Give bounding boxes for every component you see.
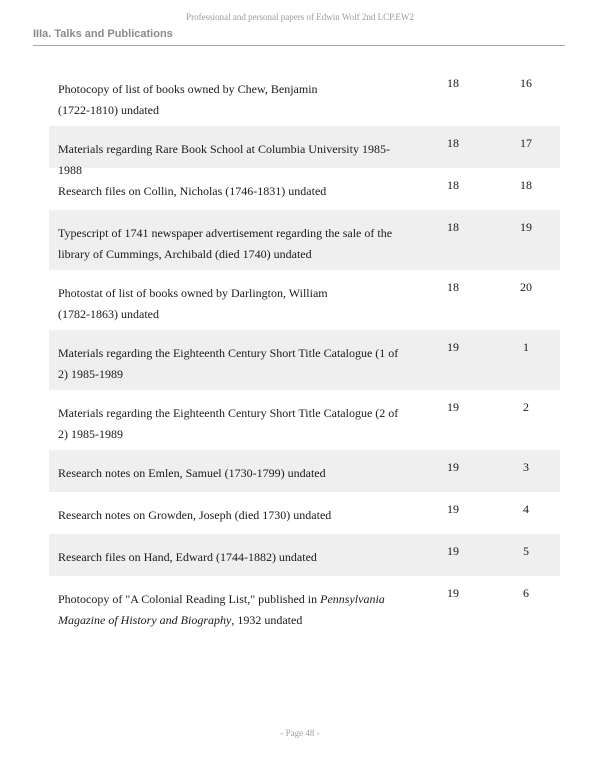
- item-description: [58, 505, 403, 526]
- box-number: 18: [447, 178, 459, 192]
- item-description: [58, 223, 403, 265]
- description-line-2: 2) 1985-1989: [58, 367, 123, 381]
- description-line-2-text: , 1932 undated: [231, 613, 303, 627]
- description-line-1: Materials regarding the Eighteenth Century Short Title Catalogue (2 of: [58, 406, 399, 420]
- description-line-1-text: Photocopy of "A Colonial Reading List," published in: [58, 592, 321, 606]
- header-rule: [33, 45, 565, 46]
- description-line-1: Photostat of list of books owned by Darlington, William: [58, 286, 328, 300]
- description-line-1: Materials regarding the Eighteenth Century Short Title Catalogue (1 of: [58, 346, 399, 360]
- box-number: 18: [447, 280, 459, 294]
- description-line-1: Research notes on Emlen, Samuel (1730-1799) undated: [58, 466, 326, 480]
- box-number: 18: [447, 76, 459, 90]
- list-item: [49, 126, 560, 177]
- description-line-2: (1782-1863) undated: [58, 307, 159, 321]
- item-description: [58, 589, 403, 631]
- folder-number: 16: [520, 76, 532, 90]
- list-item: [49, 330, 560, 390]
- journal-title-part-2: Magazine of History and Biography: [58, 613, 232, 627]
- folder-number: 5: [523, 544, 529, 558]
- description-line-2: (1722-1810) undated: [58, 103, 159, 117]
- journal-title-part-1: Pennsylvania: [320, 592, 385, 606]
- item-description: [58, 79, 403, 121]
- item-description: [58, 463, 403, 484]
- box-number: 19: [447, 502, 459, 516]
- list-item: [49, 210, 560, 270]
- description-line-2: library of Cummings, Archibald (died 1740) undated: [58, 247, 312, 261]
- box-number: 19: [447, 586, 459, 600]
- list-item: [49, 168, 560, 210]
- folder-number: 6: [523, 586, 529, 600]
- folder-number: 18: [520, 178, 532, 192]
- folder-number: 17: [520, 136, 532, 150]
- list-item: [49, 270, 560, 330]
- box-number: 19: [447, 460, 459, 474]
- list-item: [49, 576, 560, 636]
- list-item: [49, 66, 560, 126]
- container-list: [49, 66, 560, 636]
- item-description: [58, 547, 403, 568]
- description-line-1: Photocopy of list of books owned by Chew, Benjamin: [58, 82, 318, 96]
- box-number: 19: [447, 340, 459, 354]
- box-number: 19: [447, 400, 459, 414]
- item-description: [58, 181, 403, 202]
- folder-number: 3: [523, 460, 529, 474]
- description-line-1: Typescript of 1741 newspaper advertisement regarding the sale of the: [58, 226, 393, 240]
- description-line-2: 2) 1985-1989: [58, 427, 123, 441]
- running-header: Professional and personal papers of Edwin Wolf 2nd LCP.EW2: [186, 12, 414, 22]
- item-description: [58, 283, 403, 325]
- folder-number: 2: [523, 400, 529, 414]
- item-description: [58, 343, 403, 385]
- folder-number: 4: [523, 502, 529, 516]
- description-line-1: Materials regarding Rare Book School at Columbia University 1985-1988: [58, 142, 390, 177]
- page-number: - Page 48 -: [280, 728, 320, 738]
- box-number: 18: [447, 136, 459, 150]
- item-description: [58, 403, 403, 445]
- folder-number: 1: [523, 340, 529, 354]
- box-number: 18: [447, 220, 459, 234]
- folder-number: 20: [520, 280, 532, 294]
- description-line-1: Research files on Collin, Nicholas (1746-1831) undated: [58, 184, 327, 198]
- folder-number: 19: [520, 220, 532, 234]
- description-line-1: Research notes on Growden, Joseph (died 1730) undated: [58, 508, 332, 522]
- list-item: [49, 390, 560, 450]
- list-item: [49, 450, 560, 492]
- list-item: [49, 492, 560, 534]
- box-number: 19: [447, 544, 459, 558]
- description-line-1: Research files on Hand, Edward (1744-1882) undated: [58, 550, 317, 564]
- list-item: [49, 534, 560, 576]
- section-heading: IIIa. Talks and Publications: [33, 28, 173, 40]
